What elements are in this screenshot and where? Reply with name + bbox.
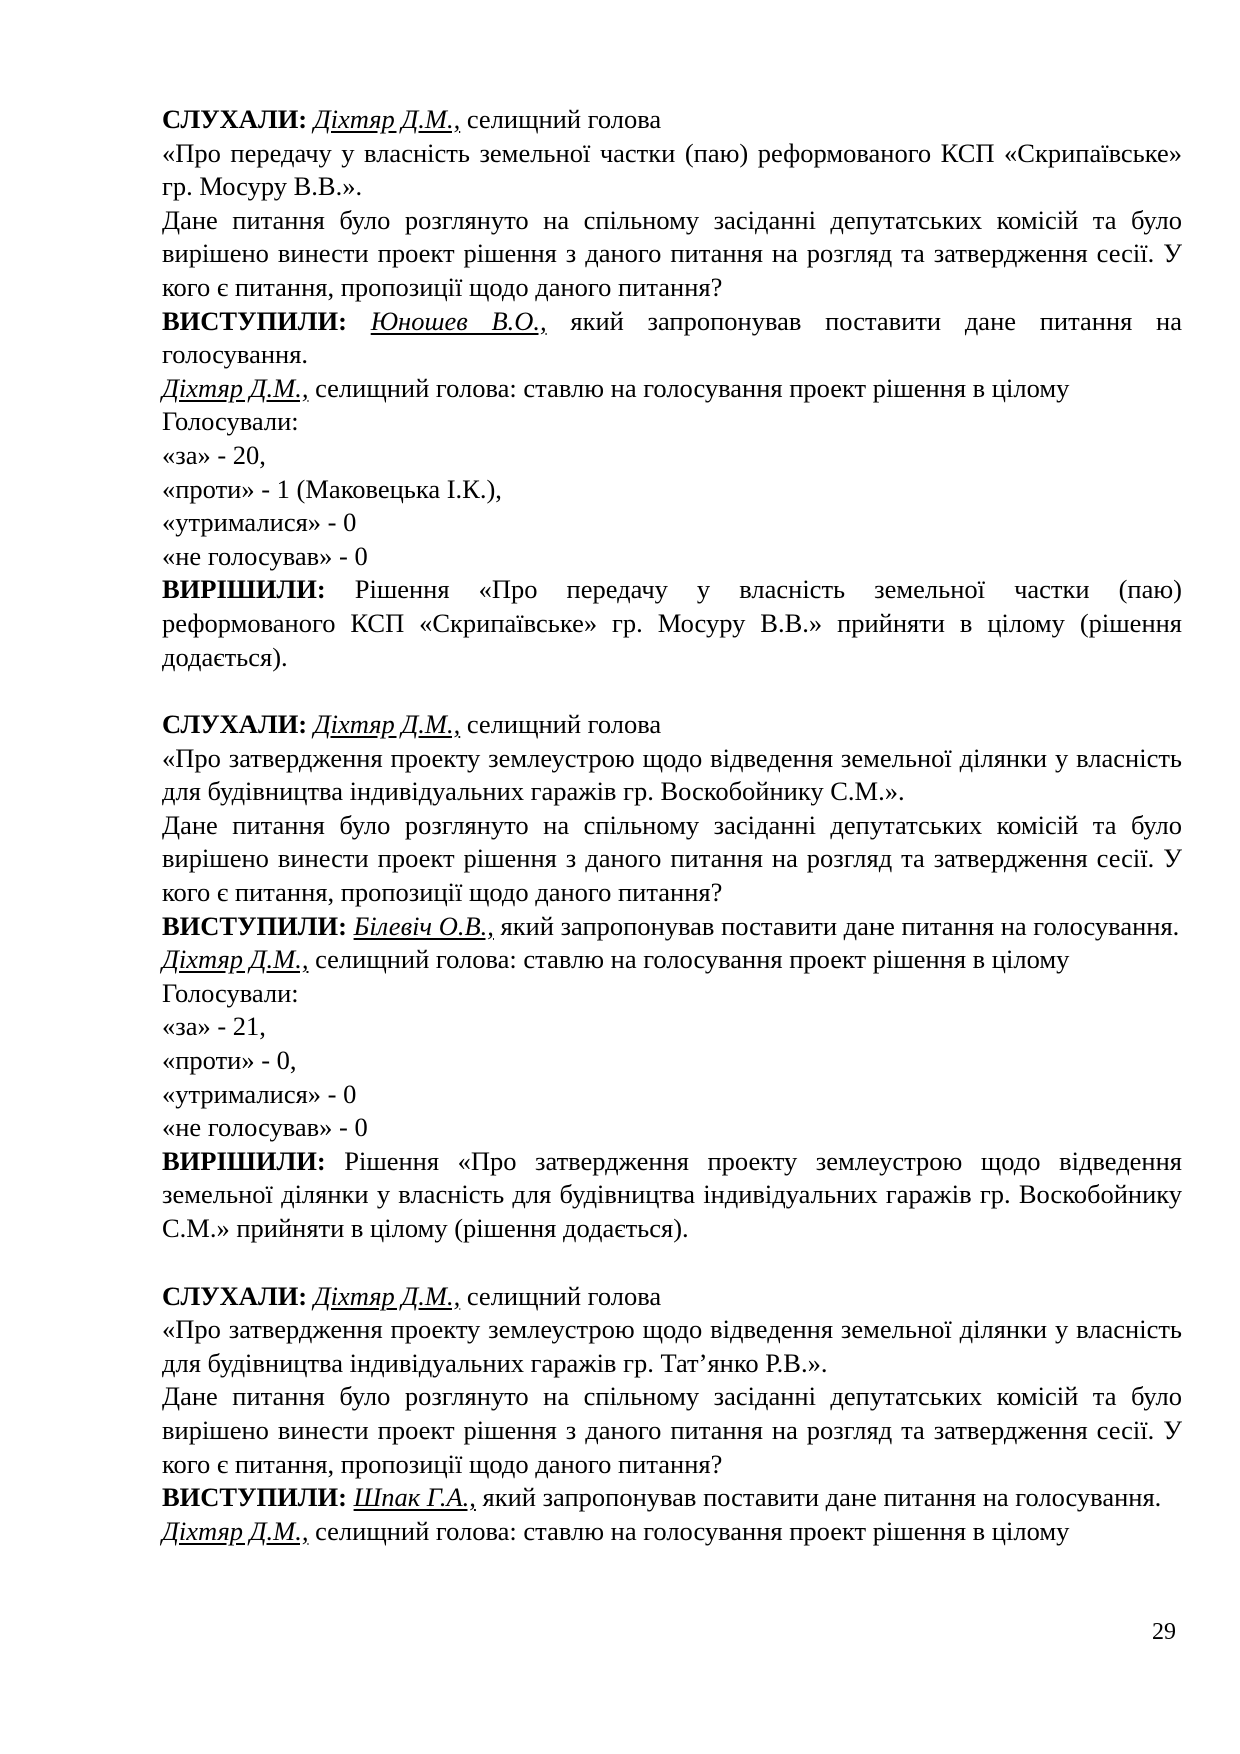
vote-abstained: «утрималися» - 0 — [162, 507, 357, 538]
voted-label: Голосували: — [162, 406, 299, 437]
section-spacer — [162, 1246, 1182, 1280]
heard-label: СЛУХАЛИ: — [162, 709, 308, 740]
vote-call-text: селищний голова: ставлю на голосування проект рішення в цілому — [308, 372, 1070, 403]
voted-label: Голосували: — [162, 977, 299, 1008]
vote-against: «проти» - 0, — [162, 1045, 297, 1076]
agenda-topic: «Про затвердження проекту землеустрою щодо відведення земельної ділянки у власність для будівництва індивідуальних гаражів гр. Тат’янко Р.В.». — [162, 1314, 1182, 1378]
speaker-name: Діхтяр Д.М., — [162, 1515, 309, 1546]
heard-line — [162, 103, 1182, 137]
decided-text: Рішення «Про затвердження проекту землеустрою щодо відведення земельної ділянки у власність для будівництва індивідуальних гаражів гр. Воскобойнику С.М.» прийняти в цілому (рішення додається). — [162, 1145, 1182, 1243]
spoke-line — [162, 1481, 1182, 1515]
spoke-text: який запропонував поставити дане питання на голосування. — [475, 1482, 1162, 1513]
vote-for: «за» - 20, — [162, 439, 266, 470]
spoke-text: який запропонував поставити дане питання на голосування. — [493, 910, 1180, 941]
speaker-name: Діхтяр Д.М., — [162, 944, 309, 975]
vote-for: «за» - 21, — [162, 1011, 266, 1042]
agenda-topic: «Про передачу у власність земельної частки (паю) реформованого КСП «Скрипаївське» гр. Мосуру В.В.». — [162, 137, 1182, 202]
discussion-text: Дане питання було розглянуто на спільному засіданні депутатських комісій та було вирішено винести проект рішення з даного питання на розгляд та затвердження сесії. У кого є питання, пропозиції щодо даного питання? — [162, 1381, 1182, 1479]
speaker-name: Діхтяр Д.М., — [313, 709, 461, 740]
agenda-topic: «Про затвердження проекту землеустрою щодо відведення земельної ділянки у власність для будівництва індивідуальних гаражів гр. Воскобойнику С.М.». — [162, 742, 1182, 807]
discussion-text: Дане питання було розглянуто на спільному засіданні депутатських комісій та було вирішено винести проект рішення з даного питання на розгляд та затвердження сесії. У кого є питання, пропозиції щодо даного питання? — [162, 204, 1182, 302]
spoke-line — [162, 910, 1182, 944]
vote-not-voted: «не голосував» - 0 — [162, 540, 368, 571]
decided-text: Рішення «Про передачу у власність земельної частки (паю) реформованого КСП «Скрипаївське» гр. Мосуру В.В.» прийняти в цілому (рішення додається). — [162, 574, 1182, 672]
vote-call-text: селищний голова: ставлю на голосування проект рішення в цілому — [308, 944, 1070, 975]
spoke-line — [162, 305, 1182, 372]
speaker-role: селищний голова — [460, 1280, 662, 1311]
discussion-text: Дане питання було розглянуто на спільному засіданні депутатських комісій та було вирішено винести проект рішення з даного питання на розгляд та затвердження сесії. У кого є питання, пропозиції щодо даного питання? — [162, 809, 1182, 908]
speaker-name: Білевіч О.В., — [353, 910, 494, 941]
heard-label: СЛУХАЛИ: — [162, 1280, 308, 1311]
spoke-text: який запропонував поставити дане питання на голосування. — [162, 305, 1182, 370]
speaker-name: Діхтяр Д.М., — [162, 372, 309, 403]
vote-call-line — [162, 372, 1182, 406]
decided-label: ВИРІШИЛИ: — [162, 1145, 326, 1176]
page-number: 29 — [1152, 1619, 1176, 1645]
decided-line — [162, 1145, 1182, 1246]
agenda-item-1 — [162, 103, 1182, 674]
agenda-item-2 — [162, 708, 1182, 1246]
decided-label: ВИРІШИЛИ: — [162, 574, 326, 605]
vote-against: «проти» - 1 (Маковецька І.К.), — [162, 473, 502, 504]
document-page — [162, 103, 1182, 1548]
vote-call-line — [162, 1515, 1182, 1549]
decided-line — [162, 573, 1182, 674]
speaker-name: Шпак Г.А., — [353, 1482, 476, 1513]
speaker-role: селищний голова — [460, 709, 662, 740]
speaker-name: Діхтяр Д.М., — [313, 104, 461, 134]
spoke-label: ВИСТУПИЛИ: — [162, 305, 347, 336]
agenda-item-3 — [162, 1280, 1182, 1549]
spoke-label: ВИСТУПИЛИ: — [162, 910, 347, 941]
vote-call-line — [162, 943, 1182, 977]
heard-line — [162, 708, 1182, 742]
vote-abstained: «утрималися» - 0 — [162, 1078, 357, 1109]
speaker-name: Юношев В.О., — [370, 305, 547, 336]
heard-line — [162, 1280, 1182, 1314]
vote-not-voted: «не голосував» - 0 — [162, 1112, 368, 1143]
heard-label: СЛУХАЛИ: — [162, 104, 308, 134]
vote-call-text: селищний голова: ставлю на голосування проект рішення в цілому — [308, 1515, 1070, 1546]
speaker-role: селищний голова — [460, 104, 662, 134]
speaker-name: Діхтяр Д.М., — [313, 1280, 461, 1311]
spoke-label: ВИСТУПИЛИ: — [162, 1482, 347, 1513]
section-spacer — [162, 674, 1182, 708]
